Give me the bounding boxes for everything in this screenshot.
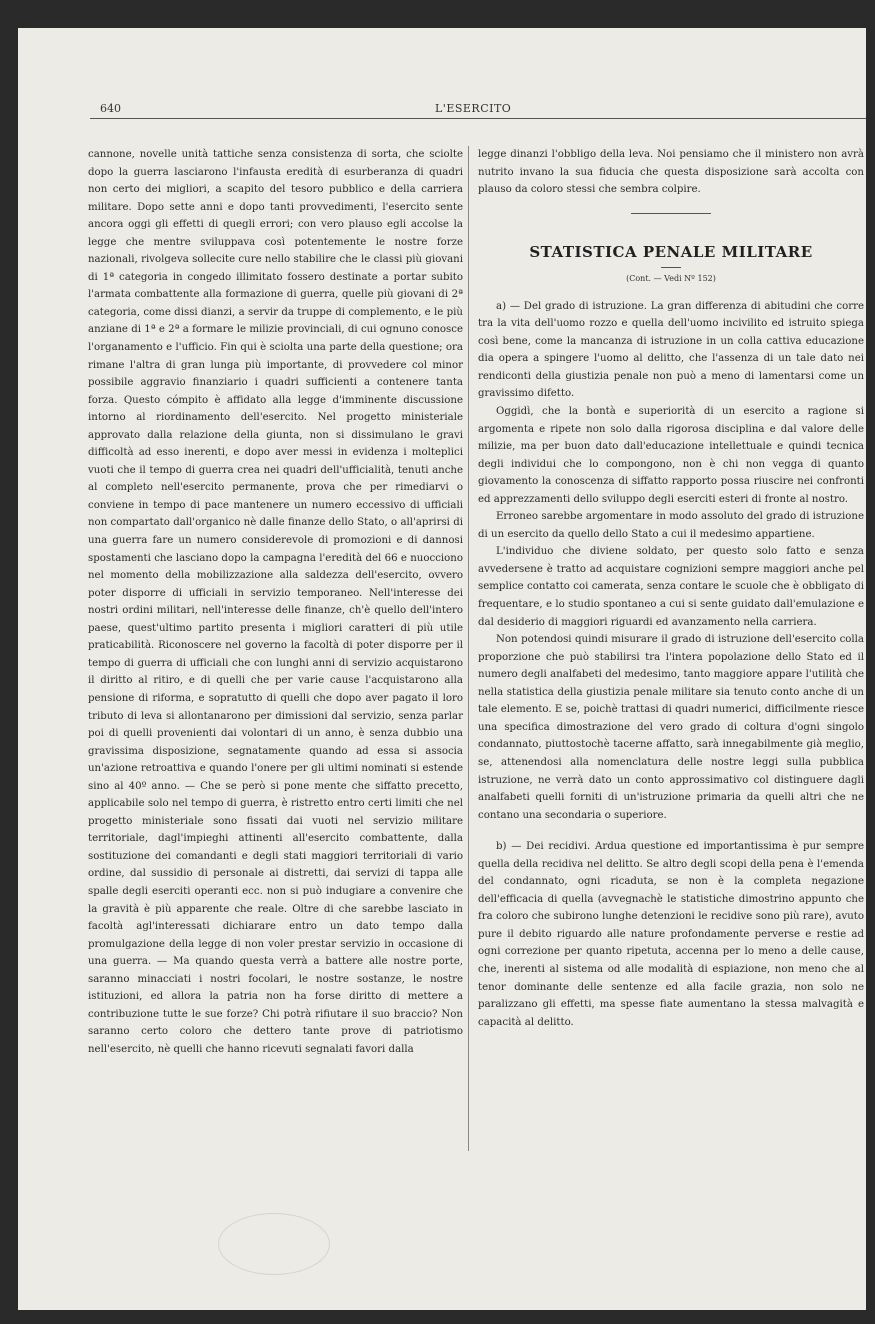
continuation-note: (Cont. — Vedi Nº 152)	[626, 274, 716, 284]
page-header	[90, 98, 866, 118]
faded-stamp	[218, 1213, 330, 1275]
right-top-paragraph: legge dinanzi l'obbligo della leva. Noi pensiamo che il ministero non avrà nutrito invano la sua fiducia che questa disposizione sarà accolta con plauso da coloro stessi che sembra colpire.	[478, 149, 864, 196]
paragraph-recidivi: b) — Dei recidivi. Ardua questione ed importantissima è pur sempre quella della recidiva nel delitto. Se altro degli scopi della pena è l'emenda del condannato, ogni ricaduta, se non è la completa negazione dell'efficacia di quella (avvegnachè le statistiche dimostrino appunto che fra coloro che subirono lunghe detenzioni le recidive sono più rare), avuto pure il debito riguardo alle nature profondamente perverse e restie ad ogni correzione per quanto ripetuta, accenna per lo meno a delle cause, che, inerenti al sistema od alle modalità di espiazione, non meno che al tenor dominante delle sentenze ed alla facile grazia, non solo ne paralizzano gli effetti, ma spesse fiate aumentano la stessa malvagità e capacità al delitto.	[478, 841, 864, 1028]
left-column	[88, 146, 463, 1058]
section-title: STATISTICA PENALE MILITARE	[529, 242, 813, 261]
paragraph-istruzione: a) — Del grado di istruzione. La gran differenza di abitudini che corre tra la vita dell'uomo rozzo e quella dell'uomo incivilito ed istruito spiega così bene, come la mancanza di istruzione in un colla cattiva educazione dia opera a spingere l'uomo al delitto, che l'assenza di un tale dato nei rendiconti della giustizia penale non può a meno di lamentarsi come un gravissimo difetto.	[478, 300, 864, 400]
paragraph-oggidi: Oggidì, che la bontà e superiorità di un esercito a ragione si argomenta e ripete non solo dalla rigorosa disciplina e dal valore delle milizie, ma per buon dato dall'educazione intellettuale e quindi tecnica degli individui che lo compongono, non è chi non vegga di quanto giovamento la conoscenza di siffatto rapporto possa riuscire nei confronti ed apprezzamenti dello sviluppo degli eserciti esteri di fronte al nostro.	[478, 406, 864, 505]
page-number: 640	[100, 102, 121, 115]
left-paragraph: cannone, novelle unità tattiche senza consistenza di sorta, che sciolte dopo la guerra lasciarono l'infausta eredità di esurberanza di quadri non certo dei migliori, a scapito del tesoro pubblico e della carriera militare. Dopo sette anni e dopo tanti provvedimenti, l'esercito sente ancora oggi gli effetti di quegli errori; con vero plauso egli accolse la legge che mentre sviluppava così potentemente le nostre forze nazionali, rivolgeva sollecite cure nello stabilire che le classi più giovani di 1ª categoria in congedo illimitato fossero destinate a portar subito l'armata combattente alla formazione di guerra, quelle più giovani di 2ª categoria, come dissi dianzi, a servir da truppe di complemento, e le più anziane di 1ª e 2ª a formare le milizie provinciali, di cui ognuno conosce l'organamento e l'ufficio. Fin qui è sciolta una parte della questione; ora rimane l'altra di gran lunga più importante, di provvedere col minor possibile aggravio finanziario i quadri sufficienti a contenere tanta forza. Questo cómpito è affidato alla legge d'imminente discussione intorno al riordinamento dell'esercito. Nel progetto ministeriale approvato dalla relazione della giunta, non si dissimulano le gravi difficoltà ad esso inerenti, e dopo aver messi in evidenza i molteplici vuoti che il tempo di guerra crea nei quadri dell'ufficialità, tenuti anche al completo nell'esercito permanente, prova che per rimediarvi o conviene in tempo di pace mantenere un numero eccessivo di ufficiali non compartato dall'organico nè dalle finanze dello Stato, o all'aprirsi di una guerra fare un numero considerevole di promozioni e di dannosi spostamenti che lasciano dopo la campagna l'eredità del 66 e nuocciono nel momento della mobilizzazione alla saldezza dell'esercito, ovvero poter disporre di ufficiali in servizio temporaneo. Nell'interesse dei nostri ordini militari, nell'interesse delle finanze, ch'è quello dell'intero paese, quest'ultimo partito presenta i migliori caratteri di più utile praticabilità. Riconoscere nel governo la facoltà di poter disporre per il tempo di guerra di ufficiali che con lunghi anni di servizio acquistarono il diritto al ritiro, e di quelli che per varie cause l'acquistarono alla pensione di riforma, e sopratutto di quelli che dopo aver pagato il loro tributo di leva si allontanarono per dimissioni dal servizio, senza parlar poi di quelli provenienti dai volontari di un anno, è senza dubbio una gravissima disposizione, segnatamente quando ad essa si associa un'azione retroattiva e quando l'onere per gli ultimi nominati si estende sino al 40º anno. — Che se però si pone mente che siffatto precetto, applicabile solo nel tempo di guerra, è ristretto entro certi limiti che nel progetto ministeriale sono fissati dai vuoti nel servizio militare territoriale, dagl'impieghi attinenti all'esercito combattente, dalla sostituzione dei comandanti e degli stati maggiori territoriali di vario ordine, dal sussidio di personale ai distretti, dai servizi di tappa alle spalle degli eserciti operanti ecc. non si può indugiare a convenire che la gravità è più apparente che reale. Oltre di che sarebbe lasciato in facoltà agl'interessati dichiarare entro un dato tempo dalla promulgazione della legge di non voler prestar servizio in occasione di una guerra. — Ma quando questa verrà a battere alle nostre porte, saranno minacciati i nostri focolari, le nostre sostanze, le nostre istituzioni, ed allora la patria non ha forse diritto di mettere a contribuzione tutte le sue forze? Chi potrà rifiutare il suo braccio? Non saranno certo coloro che dettero tante prove di patriotismo nell'esercito, nè quelli che hanno ricevuti segnalati favori dalla	[88, 149, 463, 1055]
paragraph-non-potendosi: Non potendosi quindi misurare il grado di istruzione dell'esercito colla proporzione che può stabilirsi tra l'intera popolazione dello Stato ed il numero degli analfabeti del medesimo, tanto maggiore appare l'utilità che nella statistica della giustizia penale militare sia tenuto conto anche di un tale elemento. E se, poichè trattasi di quadri numerici, difficilmente riesce una specifica dimostrazione del vero grado di coltura d'ogni singolo condannato, piuttostochè tacerne affatto, sarà innegabilmente già meglio, se, attenendosi alla nomenclatura delle nostre leggi sulla pubblica istruzione, ne verrà dato un conto approssimativo col distinguere dagli analfabeti quelli forniti di un'istruzione primaria da quelli altri che ne contano una secondaria o superiore.	[478, 634, 864, 821]
running-title: L'ESERCITO	[435, 102, 512, 115]
right-column	[478, 146, 864, 1031]
section-separator	[631, 213, 711, 214]
header-rule	[90, 118, 866, 119]
paragraph-individuo: L'individuo che diviene soldato, per questo solo fatto e senza avvedersene è tratto ad acquistare cognizioni sempre maggiori anche pel semplice contatto coi camerata, senza contare le scuole che è obbligato di frequentare, e lo studio spontaneo a cui si sente guidato dall'emulazione e dal desiderio di maggiori riguardi ed avanzamento nella carriera.	[478, 546, 864, 628]
document-page	[18, 28, 866, 1310]
paragraph-erroneo: Erroneo sarebbe argomentare in modo assoluto del grado di istruzione di un esercito da quello dello Stato a cui il medesimo appartiene.	[478, 511, 864, 540]
title-dash	[661, 267, 681, 268]
column-divider	[468, 146, 469, 1151]
